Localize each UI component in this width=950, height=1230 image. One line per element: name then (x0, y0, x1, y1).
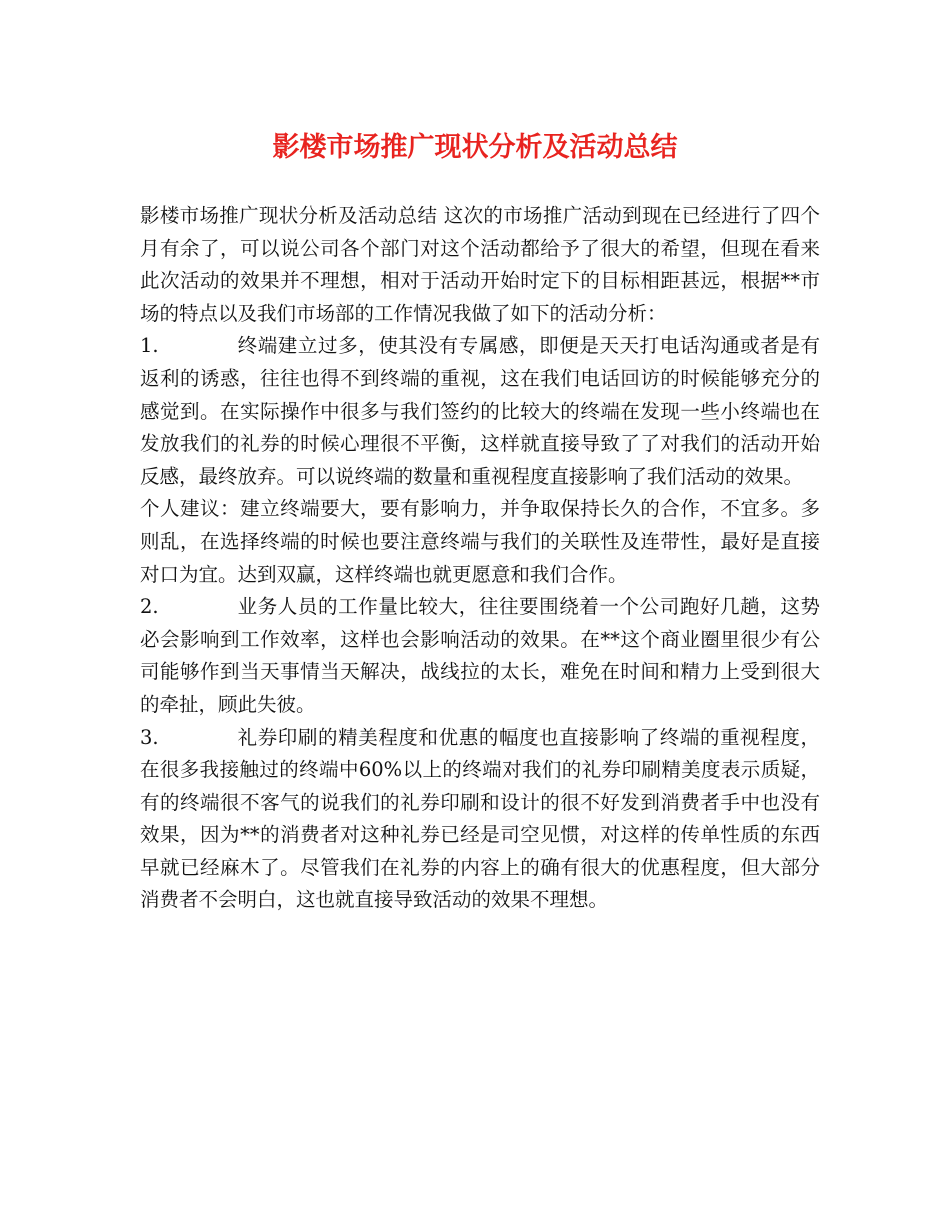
point-3-paragraph (140, 722, 820, 918)
point-2-text: 业务人员的工作量比较大，往往要围绕着一个公司跑好几趟，这势必会影响到工作效率，这样也会影响活动的效果。在**这个商业圈里很少有公司能够作到当天事情当天解决，战线拉的太长，难免在时间和精力上受到很大的牵扯，顾此失彼。 (140, 595, 820, 716)
document-body (140, 200, 820, 917)
point-1-paragraph (140, 330, 820, 493)
point-3-number: 3. (140, 725, 159, 749)
point-1-number: 1. (140, 334, 159, 358)
point-2-number: 2. (140, 595, 159, 619)
suggestion-paragraph: 个人建议：建立终端要大，要有影响力，并争取保持长久的合作，不宜多。多则乱，在选择终端的时候也要注意终端与我们的关联性及连带性，最好是直接对口为宜。达到双赢，这样终端也就更愿意和我们合作。 (140, 497, 820, 586)
point-2-paragraph (140, 591, 820, 721)
point-3-text: 礼券印刷的精美程度和优惠的幅度也直接影响了终端的重视程度，在很多我接触过的终端中60%以上的终端对我们的礼券印刷精美度表示质疑，有的终端很不客气的说我们的礼券印刷和设计的很不好发到消费者手中也没有效果，因为**的消费者对这种礼券已经是司空见惯，对这样的传单性质的东西早就已经麻木了。尽管我们在礼券的内容上的确有很大的优惠程度，但大部分消费者不会明白，这也就直接导致活动的效果不理想。 (140, 725, 820, 912)
document-title: 影楼市场推广现状分析及活动总结 (272, 132, 678, 163)
point-1-text: 终端建立过多，使其没有专属感，即便是天天打电话沟通或者是有返利的诱惑，往往也得不到终端的重视，这在我们电话回访的时候能够充分的感觉到。在实际操作中很多与我们签约的比较大的终端在发现一些小终端也在发放我们的礼券的时候心理很不平衡，这样就直接导致了了对我们的活动开始反感，最终放弃。可以说终端的数量和重视程度直接影响了我们活动的效果。 (140, 334, 820, 488)
intro-paragraph: 影楼市场推广现状分析及活动总结 这次的市场推广活动到现在已经进行了四个月有余了，可以说公司各个部门对这个活动都给予了很大的希望，但现在看来此次活动的效果并不理想，相对于活动开始时定下的目标相距甚远，根据**市场的特点以及我们市场部的工作情况我做了如下的活动分析： (140, 204, 820, 325)
